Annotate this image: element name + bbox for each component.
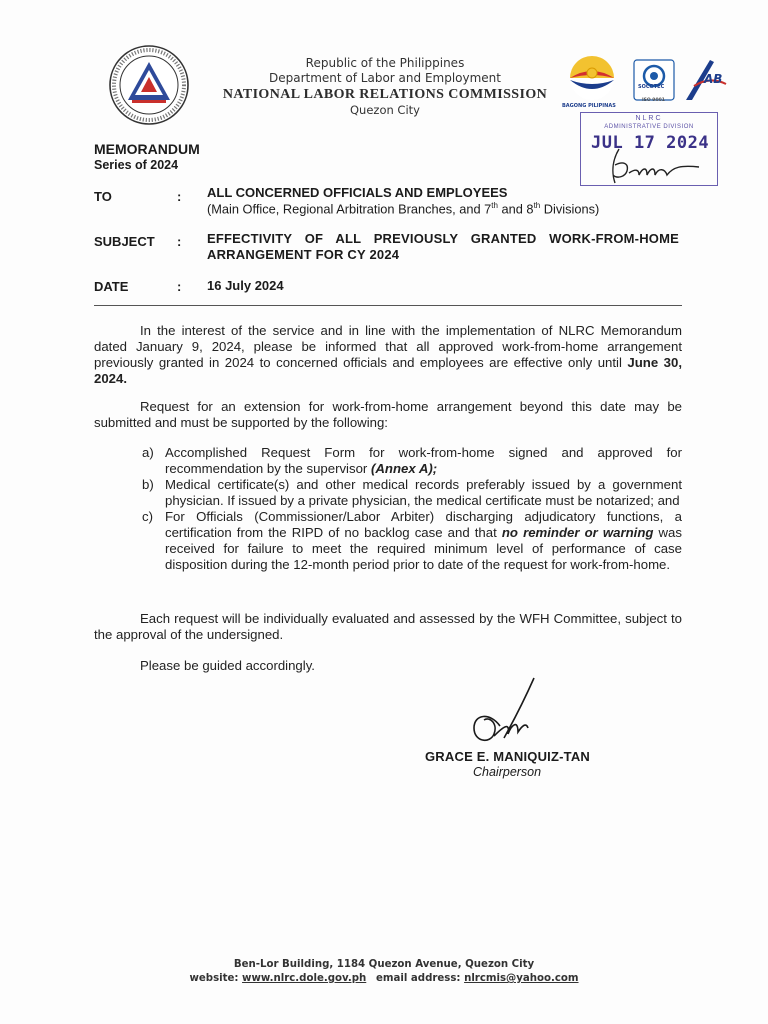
paragraph-4-text: Please be guided accordingly. bbox=[140, 658, 315, 673]
to-subtext bbox=[207, 201, 599, 216]
memo-series: Series of 2024 bbox=[94, 158, 179, 172]
footer-contact bbox=[140, 972, 628, 986]
date-label: DATE bbox=[94, 279, 129, 294]
bagong-pilipinas-logo bbox=[562, 54, 622, 104]
subject-colon: : bbox=[177, 234, 182, 249]
requirements-list bbox=[142, 445, 682, 573]
to-label: TO bbox=[94, 189, 112, 204]
list-item bbox=[142, 445, 682, 477]
chairperson-signature bbox=[464, 676, 554, 758]
header-republic: Republic of the Philippines bbox=[305, 56, 465, 70]
stamp-date: JUL 17 2024 bbox=[591, 133, 710, 153]
header-department: Department of Labor and Employment bbox=[269, 71, 501, 85]
paragraph-4 bbox=[94, 658, 682, 674]
to-sub-sup1: th bbox=[491, 201, 498, 210]
list-item-b-text: Medical certificate(s) and other medical records preferably issued by a government physician. If issued by a private physician, the medical certificate must be notarized; and bbox=[165, 477, 682, 508]
letterhead bbox=[190, 56, 580, 118]
paragraph-1-bold: June 30, 2024. bbox=[94, 355, 682, 386]
nlrc-seal-logo bbox=[108, 44, 190, 126]
list-item bbox=[142, 477, 682, 509]
date-value: 16 July 2024 bbox=[207, 278, 284, 293]
footer-address: Ben-Lor Building, 1184 Quezon Avenue, Quezon City bbox=[233, 959, 535, 970]
website-label: website: bbox=[189, 973, 243, 984]
list-item-c-text2: was received for failure to meet the required minimum level of performance of case disposition during the 12-month period prior to date of the request for work-from-home. bbox=[165, 525, 682, 572]
iso-caption: ISO 9001 bbox=[642, 98, 665, 103]
to-sub-post: Divisions) bbox=[540, 201, 600, 217]
stamp-initials-signature bbox=[589, 145, 709, 185]
list-marker: b) bbox=[142, 477, 154, 492]
paragraph-3 bbox=[94, 611, 682, 643]
to-sub-sup2: th bbox=[533, 201, 541, 210]
header-divider bbox=[94, 305, 682, 306]
ab-caption: AB bbox=[704, 72, 723, 86]
list-marker: c) bbox=[142, 509, 153, 524]
date-colon: : bbox=[177, 279, 182, 294]
footer bbox=[140, 958, 628, 986]
list-item-a-bold: (Annex A); bbox=[370, 461, 438, 476]
list-marker: a) bbox=[142, 445, 154, 460]
paragraph-2-text: Request for an extension for work-from-home arrangement beyond this date may be submitted and must be supported by the following: bbox=[94, 399, 682, 430]
list-item-a-text: Accomplished Request Form for work-from-home signed and approved for recommendation by the supervisor bbox=[165, 445, 682, 476]
stamp-org: NLRC bbox=[635, 115, 663, 122]
paragraph-1-text: In the interest of the service and in line with the implementation of NLRC Memorandum dated January 9, 2024, please be informed that all approved work-from-home arrangement previously granted in 2024 to concerned officials and employees are effective only until bbox=[94, 323, 682, 370]
email-label: email address: bbox=[375, 973, 465, 984]
socotec-logo bbox=[632, 58, 676, 102]
to-colon: : bbox=[177, 189, 182, 204]
socotec-caption: SOCOTEC bbox=[638, 84, 665, 90]
to-sub-mid: and 8 bbox=[497, 201, 534, 217]
paragraph-1 bbox=[94, 323, 682, 387]
header-commission: NATIONAL LABOR RELATIONS COMMISSION bbox=[222, 87, 548, 102]
paragraph-3-text: Each request will be individually evaluated and assessed by the WFH Committee, subject to the approval of the undersigned. bbox=[94, 611, 682, 642]
received-stamp bbox=[580, 112, 718, 186]
email-link[interactable]: nlrcmis@yahoo.com bbox=[464, 973, 579, 984]
stamp-division: ADMINISTRATIVE DIVISION bbox=[604, 124, 694, 130]
subject-value: EFFECTIVITY OF ALL PREVIOUSLY GRANTED WORK-FROM-HOME ARRANGEMENT FOR CY 2024 bbox=[207, 231, 679, 262]
list-item-c-text1: For Officials (Commissioner/Labor Arbiter) discharging adjudicatory functions, a certification from the RIPD of no backlog case and that bbox=[165, 509, 682, 540]
signatory-title: Chairperson bbox=[473, 765, 542, 779]
header-city: Quezon City bbox=[350, 103, 420, 117]
memo-title: MEMORANDUM bbox=[94, 141, 200, 157]
bagong-caption: BAGONG PILIPINAS bbox=[562, 103, 616, 109]
to-sub-pre: (Main Office, Regional Arbitration Branches, and 7 bbox=[207, 201, 492, 217]
paragraph-2 bbox=[94, 399, 682, 431]
signatory-name: GRACE E. MANIQUIZ-TAN bbox=[425, 749, 591, 764]
list-item-c-bold: no reminder or warning bbox=[501, 525, 654, 540]
to-value: ALL CONCERNED OFFICIALS AND EMPLOYEES bbox=[207, 185, 508, 200]
subject-label: SUBJECT bbox=[94, 234, 155, 249]
website-link[interactable]: www.nlrc.dole.gov.ph bbox=[242, 973, 367, 984]
certification-logos bbox=[562, 54, 730, 114]
list-item bbox=[142, 509, 682, 573]
